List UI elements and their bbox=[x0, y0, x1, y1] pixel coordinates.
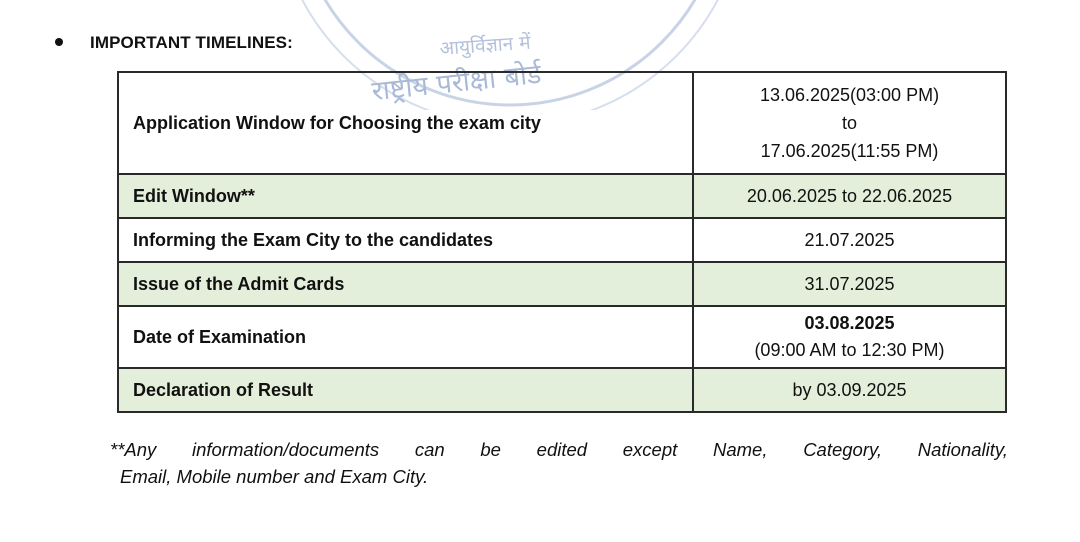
row-label: Declaration of Result bbox=[118, 368, 693, 412]
footnote-word: information/documents bbox=[191, 439, 380, 460]
footnote-word: be bbox=[480, 439, 501, 460]
value-line: to bbox=[841, 113, 857, 133]
section-heading: IMPORTANT TIMELINES: bbox=[90, 33, 293, 52]
footnote-word: can bbox=[414, 439, 445, 460]
row-label: Informing the Exam City to the candidates bbox=[118, 218, 693, 262]
footnote-word: Category, bbox=[803, 439, 883, 460]
value-line: 13.06.2025(03:00 PM) bbox=[759, 85, 940, 105]
table-row bbox=[118, 306, 1006, 368]
row-value: 31.07.2025 bbox=[693, 262, 1006, 306]
row-label: Edit Window** bbox=[118, 174, 693, 218]
value-line: 03.08.2025 bbox=[804, 313, 895, 333]
row-value bbox=[693, 306, 1006, 368]
row-value bbox=[693, 72, 1006, 174]
footnote bbox=[110, 436, 1008, 490]
table-row bbox=[118, 262, 1006, 306]
footnote-line-2: Email, Mobile number and Exam City. bbox=[120, 466, 429, 487]
bullet-point bbox=[55, 38, 63, 46]
footnote-word: **Any bbox=[110, 439, 157, 460]
table-row bbox=[118, 174, 1006, 218]
table-row bbox=[118, 218, 1006, 262]
timelines-table bbox=[117, 71, 1007, 413]
footnote-line-1 bbox=[110, 436, 1008, 463]
watermark-text-top: आयुर्विज्ञान में bbox=[438, 31, 532, 60]
watermark-text-main: राष्ट्रीय परीक्षा बोर्ड bbox=[370, 58, 543, 108]
table-row bbox=[118, 368, 1006, 412]
row-value: 20.06.2025 to 22.06.2025 bbox=[693, 174, 1006, 218]
value-line: 17.06.2025(11:55 PM) bbox=[760, 141, 939, 161]
row-value: by 03.09.2025 bbox=[693, 368, 1006, 412]
row-label: Issue of the Admit Cards bbox=[118, 262, 693, 306]
row-label: Date of Examination bbox=[118, 306, 693, 368]
footnote-word: except bbox=[622, 439, 678, 460]
row-label: Application Window for Choosing the exam city bbox=[118, 72, 693, 174]
footnote-word: Nationality, bbox=[917, 439, 1008, 460]
table-row bbox=[118, 72, 1006, 174]
row-value: 21.07.2025 bbox=[693, 218, 1006, 262]
footnote-word: Name, bbox=[712, 439, 768, 460]
value-line: (09:00 AM to 12:30 PM) bbox=[754, 340, 945, 360]
footnote-word: edited bbox=[536, 439, 588, 460]
